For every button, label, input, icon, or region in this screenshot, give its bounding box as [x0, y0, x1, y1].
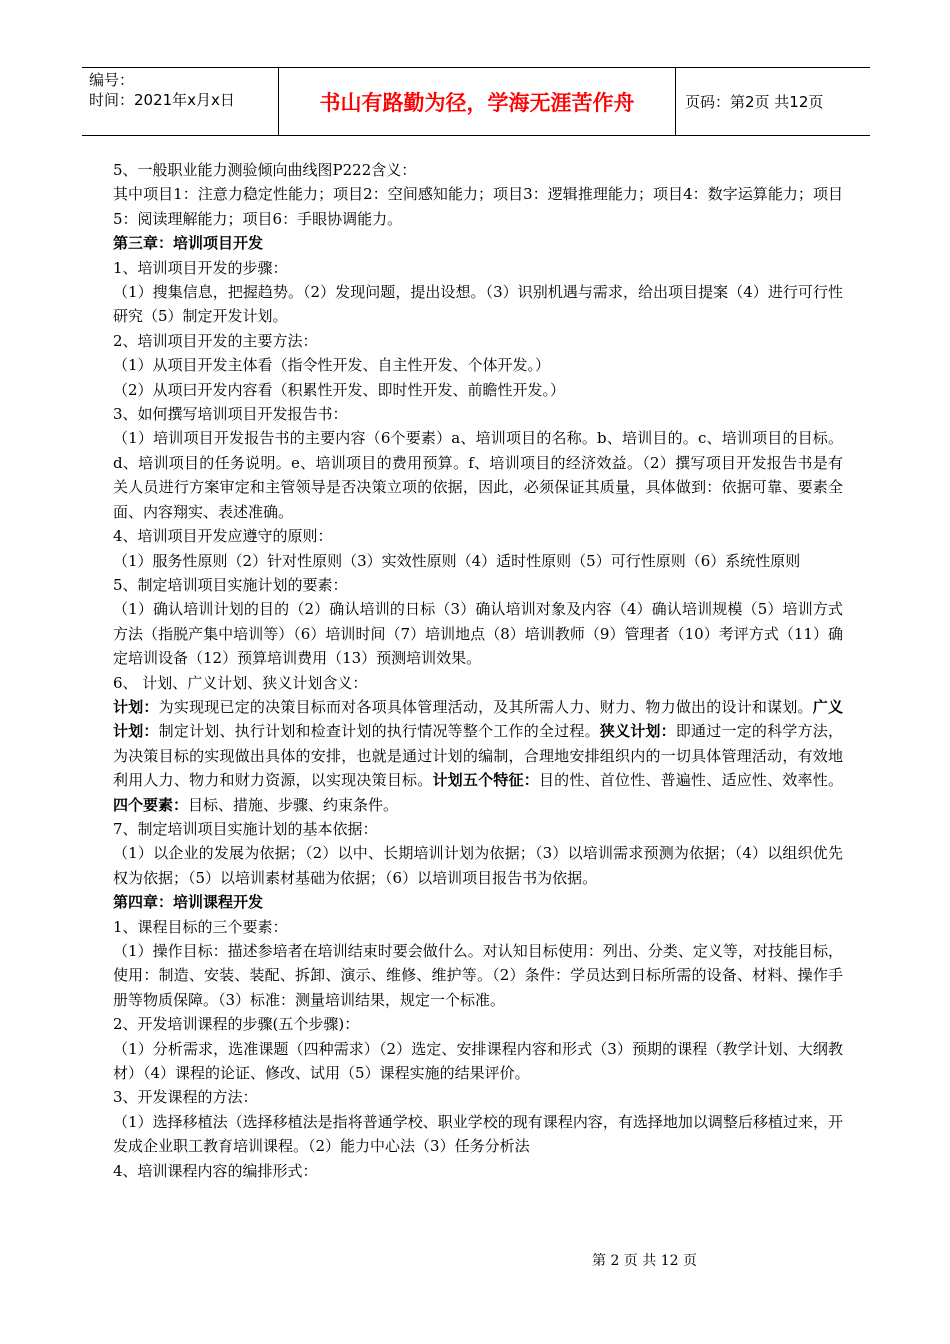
page-footer: 第 2 页 共 12 页 — [592, 1253, 697, 1269]
paragraph: （1）培训项目开发报告书的主要内容（6个要素）a、培训项目的名称。b、培训目的。c、培训项目的目标。d、培训项目的任务说明。e、培训项目的费用预算。f、培训项目的经济效益。（2）撰写项目开发报告书是有关人员进行方案审定和主管领导是否决策立项的依据，因此，必须保证其质量，具体做到：依据可靠、要素全面、内容翔实、表述准确。 — [113, 429, 843, 521]
definitions-paragraph — [113, 695, 843, 817]
chapter-heading: 第三章：培训项目开发 — [113, 234, 264, 253]
header-meta — [82, 68, 279, 135]
term-text: 为实现现已定的决策目标而对各项具体管理活动，及其所需人力、财力、物力做出的设计和谋划。 — [158, 697, 813, 716]
paragraph: 6、 计划、广义计划、狭义计划含义： — [113, 673, 368, 692]
chapter-heading: 第四章：培训课程开发 — [113, 893, 264, 912]
paragraph: 3、如何撰写培训项目开发报告书： — [113, 405, 348, 424]
bold-term: 狭义计划： — [599, 722, 676, 741]
paragraph: （1）从项目开发主体看（指令性开发、自主性开发、个体开发。） — [113, 356, 551, 375]
paragraph: 7、制定培训项目实施计划的基本依据： — [113, 819, 378, 838]
header-motto: 书山有路勤为径，学海无涯苦作舟 — [279, 68, 676, 135]
page-header — [82, 67, 870, 136]
paragraph: 3、开发课程的方法： — [113, 1088, 258, 1107]
paragraph: 4、培训项目开发应遵守的原则： — [113, 527, 333, 546]
bold-term: 广义计划： — [113, 697, 843, 741]
paragraph: （2）从项曰开发内容看（积累性开发、即时性开发、前瞻性开发。） — [113, 380, 566, 399]
paragraph: 5、制定培训项目实施计划的要素： — [113, 575, 348, 594]
time-label: 时间：2021年x月x日 — [89, 91, 235, 109]
paragraph: 4、培训课程内容的编排形式： — [113, 1161, 318, 1180]
paragraph: （1）分析需求，选准课题（四种需求）（2）选定、安排课程内容和形式（3）预期的课程（教学计划、大纲教材）（4）课程的论证、修改、试用（5）课程实施的结果评价。 — [113, 1039, 843, 1083]
paragraph: 1、课程目标的三个要素： — [113, 917, 288, 936]
paragraph: 其中项目1：注意力稳定性能力；项目2：空间感知能力；项目3：逻辑推理能力；项目4：数字运算能力；项目5：阅读理解能力；项目6：手眼协调能力。 — [113, 185, 843, 228]
paragraph: 2、开发培训课程的步骤(五个步骤)： — [113, 1015, 360, 1034]
paragraph: （1）搜集信息，把握趋势。（2）发现问题，提出设想。（3）识别机遇与需求，给出项目提案（4）进行可行性研究（5）制定开发计划。 — [113, 283, 843, 326]
paragraph: （1）操作目标：描述参培者在培训结束时要会做什么。对认知目标使用：列出、分类、定义等，对技能目标，使用：制造、安装、装配、拆卸、演示、维修、维护等。（2）条件：学员达到日标所需的设备、材料、操作手册等物质保障。（3）标准：测量培训结果，规定一个标准。 — [113, 942, 843, 1009]
bold-term: 四个要素： — [113, 795, 189, 814]
header-page-label: 页码：第2页 共12页 — [685, 93, 824, 111]
paragraph: 2、培训项目开发的主要方法： — [113, 331, 318, 350]
term-text: 目的性、首位性、普遍性、适应性、效率性。 — [538, 771, 843, 790]
term-text: 即通过一定的科学方法，为决策目标的实现做出具体的安排，也就是通过计划的编制，合理地安排组织内的一切具体管理活动，有效地利用人力、物力和财力资源，以实现决策目标。 — [113, 722, 843, 790]
bold-term: 计划： — [113, 697, 159, 716]
term-text: 目标、措施、步骤、约束条件。 — [188, 795, 399, 814]
paragraph: （1）选择移植法（选择移植法是指将普通学校、职业学校的现有课程内容，有选择地加以调整后移植过来，开发成企业职工教育培训课程。（2）能力中心法（3）任务分析法 — [113, 1112, 843, 1156]
paragraph: 1、培训项目开发的步骤： — [113, 258, 288, 277]
paragraph: （1）确认培训计划的目的（2）确认培训的日标（3）确认培训对象及内容（4）确认培训规模（5）培训方式方法（指脱产集中培训等）（6）培训时间（7）培训地点（8）培训教师（9）管理者（10）考评方式（11）确定培训设备（12）预算培训费用（13）预测培训效果。 — [113, 600, 843, 668]
term-text: 制定计划、执行计划和检查计划的执行情况等整个工作的全过程。 — [158, 722, 600, 741]
paragraph: （1）服务性原则（2）针对性原则（3）实效性原则（4）适时性原则（5）可行性原则（6）系统性原则 — [113, 551, 801, 570]
body-content — [113, 158, 843, 1183]
paragraph: （1）以企业的发展为依据；（2）以中、长期培训计划为依据；（3）以培训需求预测为依据；（4）以组织优先权为依据；（5）以培训素材基础为依据；（6）以培训项目报告书为依据。 — [113, 844, 843, 887]
bold-term: 计划五个特征： — [432, 771, 539, 790]
number-label: 编号： — [89, 71, 135, 89]
paragraph: 5、一般职业能力测验倾向曲线图P222含义： — [113, 161, 417, 179]
